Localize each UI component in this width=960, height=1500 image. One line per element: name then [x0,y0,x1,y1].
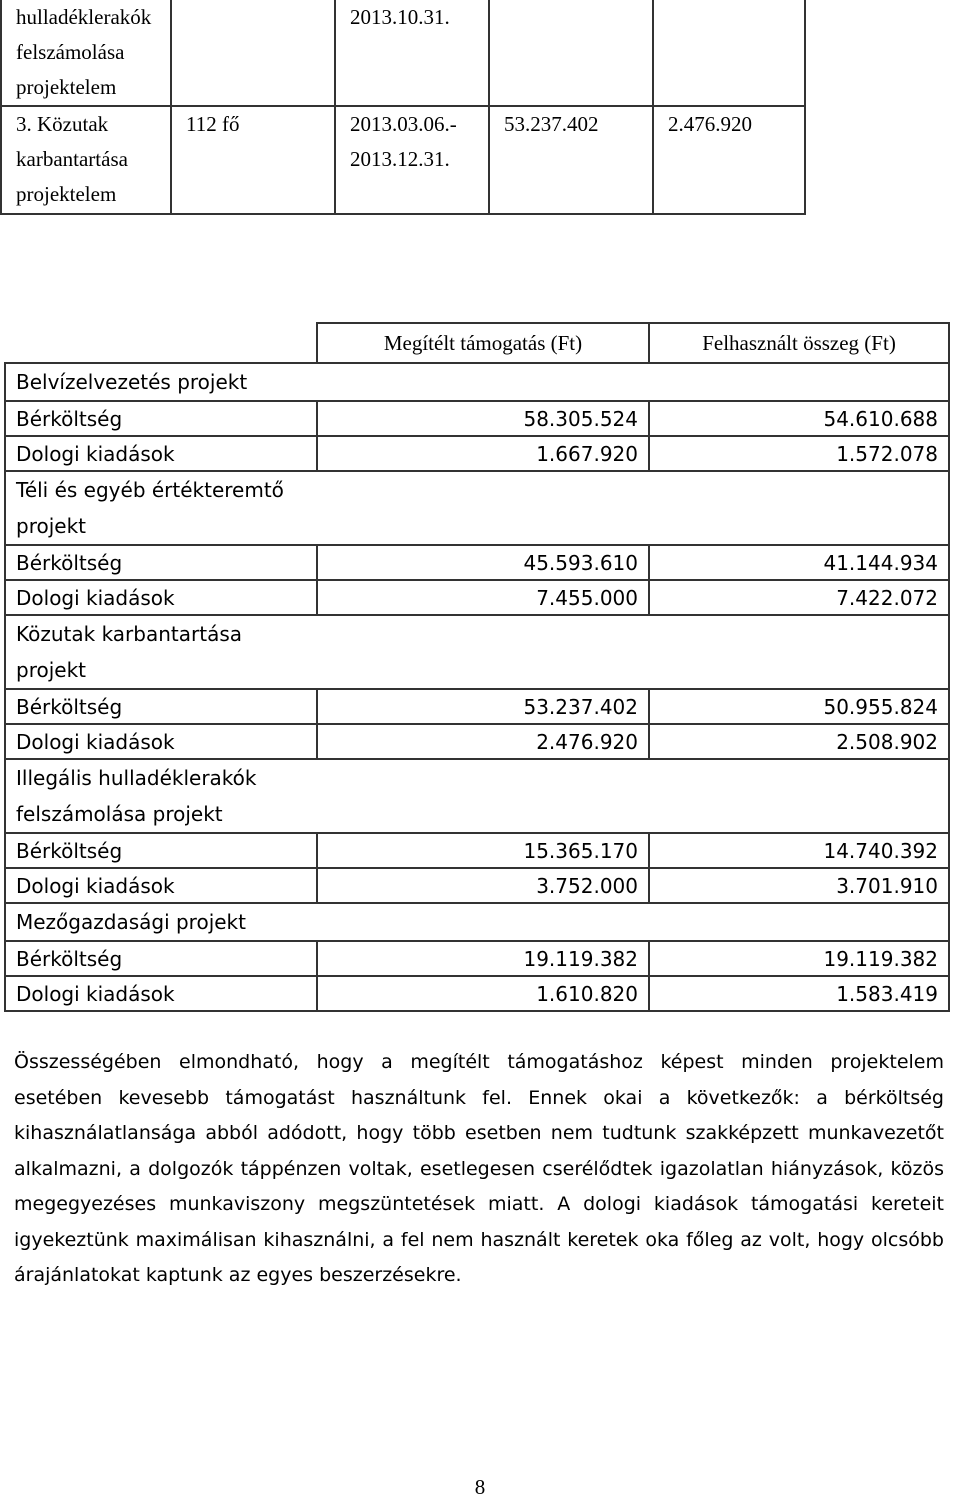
project-title-row [5,903,949,941]
amount-cell: 53.237.402 [489,106,653,214]
used-value: 7.422.072 [649,580,949,615]
headcount-cell [171,0,335,106]
summary-paragraph: Összességében elmondható, hogy a megítélt támogatáshoz képest minden projektelem esetében kevesebb támogatást használtunk fel. Ennek okai a következők: a bérköltség kihasználatlansága abból adódott, hogy több esetben nem tudtunk szakképzett munkavezetőt alkalmazni, a dolgozók táppénzen voltak, esetlegesen cserélődtek igazolatlan hiányzások, közös megegyezéses munkaviszony megszüntetések miatt. A dologi kiadások támogatási kereteit igyekeztünk maximálisan kihasználni, a fel nem használt keretek oka főleg az volt, hogy olcsóbb árajánlatokat kaptunk az egyes beszerzésekre. [14,1051,944,1286]
used-value: 41.144.934 [649,545,949,580]
project-title: Közutak karbantartása projekt [5,615,649,689]
awarded-value: 1.667.920 [317,436,649,471]
dologi-cell [653,0,805,106]
awarded-value: 1.610.820 [317,976,649,1011]
page-number: 8 [474,1475,486,1499]
table-row [5,545,949,580]
period-cell: 2013.03.06.- 2013.12.31. [335,106,489,214]
table-row [1,0,805,106]
project-title-row [5,759,949,833]
used-value: 50.955.824 [649,689,949,724]
project-title: Belvízelvezetés projekt [5,363,649,401]
project-element-name: 3. Közutak karbantartása projektelem [1,106,171,214]
row-label: Dologi kiadások [5,724,317,759]
row-label: Bérköltség [5,545,317,580]
row-label: Bérköltség [5,401,317,436]
awarded-value: 58.305.524 [317,401,649,436]
row-label: Bérköltség [5,689,317,724]
row-label: Bérköltség [5,941,317,976]
headcount-cell: 112 fő [171,106,335,214]
awarded-value: 3.752.000 [317,868,649,903]
project-title: Illegális hulladéklerakók felszámolása projekt [5,759,649,833]
row-label: Dologi kiadások [5,580,317,615]
header-used: Felhasznált összeg (Ft) [649,323,949,363]
project-title: Mezőgazdasági projekt [5,903,649,941]
header-awarded: Megítélt támogatás (Ft) [317,323,649,363]
used-value: 1.572.078 [649,436,949,471]
project-title-row [5,363,949,401]
table-row [5,868,949,903]
awarded-value: 19.119.382 [317,941,649,976]
project-element-name: hulladéklerakók felszámolása projektelem [1,0,171,106]
awarded-value: 53.237.402 [317,689,649,724]
awarded-value: 7.455.000 [317,580,649,615]
header-blank [5,323,317,363]
project-title-row [5,471,949,545]
table-row [5,976,949,1011]
table-row [5,436,949,471]
awarded-value: 15.365.170 [317,833,649,868]
row-label: Dologi kiadások [5,868,317,903]
row-label: Dologi kiadások [5,976,317,1011]
used-value: 1.583.419 [649,976,949,1011]
used-value: 2.508.902 [649,724,949,759]
used-value: 14.740.392 [649,833,949,868]
table-row [1,106,805,214]
table-header-row [5,323,949,363]
table-row [5,580,949,615]
table-row [5,689,949,724]
table-row [5,401,949,436]
row-label: Bérköltség [5,833,317,868]
used-value: 54.610.688 [649,401,949,436]
awarded-value: 2.476.920 [317,724,649,759]
amount-cell [489,0,653,106]
used-value: 19.119.382 [649,941,949,976]
awarded-value: 45.593.610 [317,545,649,580]
table-row [5,833,949,868]
row-label: Dologi kiadások [5,436,317,471]
period-cell: 2013.10.31. [335,0,489,106]
dologi-cell: 2.476.920 [653,106,805,214]
project-title: Téli és egyéb értékteremtő projekt [5,471,649,545]
table-row [5,941,949,976]
project-title-row [5,615,949,689]
project-elements-table [0,0,806,215]
used-value: 3.701.910 [649,868,949,903]
grant-summary-table [4,322,950,1012]
table-row [5,724,949,759]
